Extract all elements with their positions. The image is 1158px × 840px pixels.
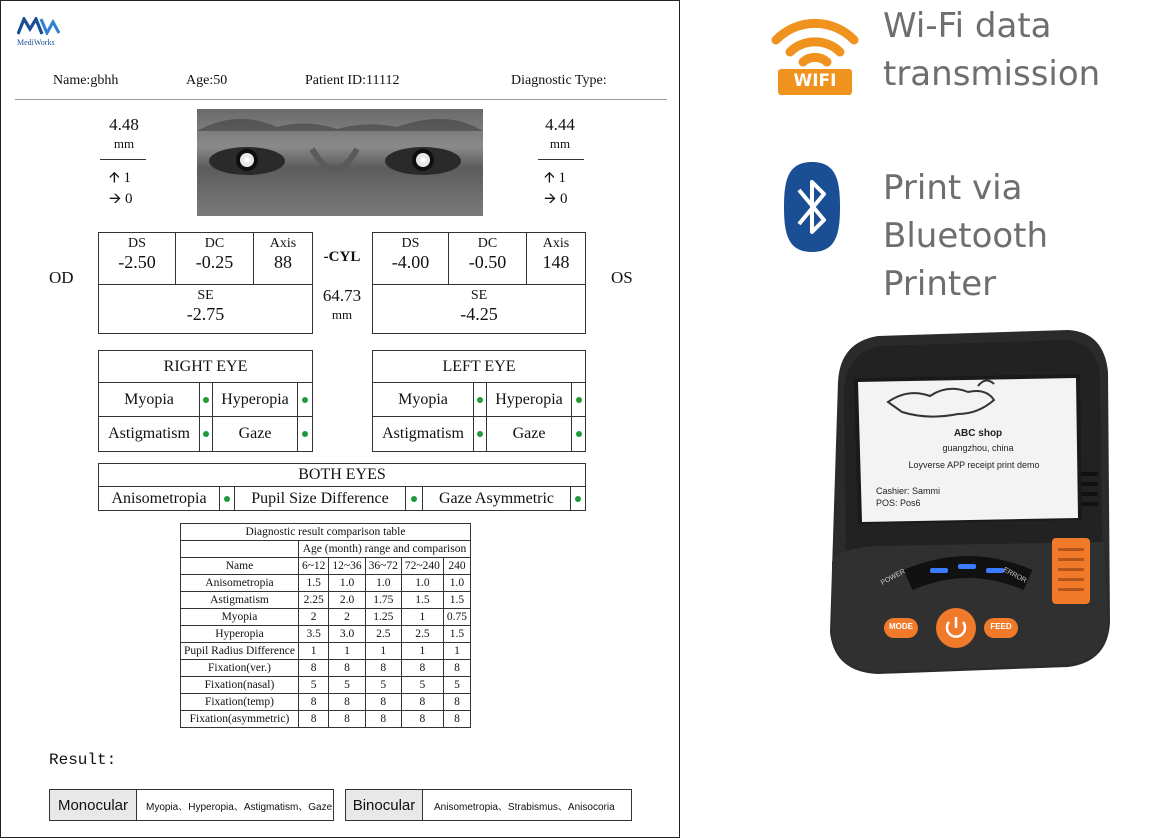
od-vertical-shift: 🡩 1 bbox=[109, 170, 132, 186]
table-cell: Pupil Radius Difference bbox=[181, 643, 299, 660]
table-cell: 1.5 bbox=[443, 626, 470, 643]
table-title: Diagnostic result comparison table bbox=[181, 524, 471, 541]
table-cell: 1 bbox=[365, 643, 401, 660]
os-pupil-unit: mm bbox=[549, 136, 571, 151]
table-cell: 8 bbox=[365, 660, 401, 677]
table-cell: 1 bbox=[329, 643, 365, 660]
table-cell: 2.25 bbox=[298, 592, 328, 609]
od-pupil-unit: mm bbox=[113, 136, 135, 151]
receipt-shop: ABC shop bbox=[953, 428, 1003, 439]
wifi-caption: Wi-Fi data transmission bbox=[883, 6, 1101, 94]
os-vertical-shift: 🡩 1 bbox=[544, 170, 567, 186]
patient-id: Patient ID:11112 bbox=[305, 73, 400, 88]
bluetooth-printer bbox=[818, 322, 1114, 684]
od-dc-cell: DC -0.25 bbox=[175, 232, 254, 285]
pd-value: 64.73 bbox=[322, 286, 362, 305]
pd-unit: mm bbox=[331, 307, 353, 322]
table-cell: Fixation(temp) bbox=[181, 694, 299, 711]
table-cell: 1.0 bbox=[443, 575, 470, 592]
status-dot-icon bbox=[405, 486, 423, 511]
table-row bbox=[181, 677, 471, 694]
receipt-city: guangzhou, china bbox=[942, 443, 1014, 453]
arrow-right-icon: 🡪 bbox=[109, 191, 122, 207]
table-cell: Anisometropia bbox=[181, 575, 299, 592]
table-cell: 8 bbox=[298, 660, 328, 677]
result-label: Result: bbox=[49, 751, 117, 769]
power-icon[interactable] bbox=[936, 608, 976, 648]
table-cell bbox=[181, 541, 299, 558]
od-ds-cell: DS -2.50 bbox=[98, 232, 176, 285]
table-cell: 5 bbox=[298, 677, 328, 694]
table-cell: 8 bbox=[443, 711, 470, 728]
left-eye-hyperopia: Hyperopia bbox=[486, 382, 572, 417]
os-axis-cell: Axis 148 bbox=[526, 232, 586, 285]
wifi-badge: WIFI bbox=[793, 71, 837, 91]
table-cell: 1.25 bbox=[365, 609, 401, 626]
table-cell: 8 bbox=[401, 694, 443, 711]
binocular-result bbox=[345, 789, 632, 821]
status-dot-icon bbox=[219, 486, 235, 511]
table-cell: 1.0 bbox=[329, 575, 365, 592]
binocular-key: Binocular bbox=[346, 790, 423, 820]
table-cell: 8 bbox=[329, 694, 365, 711]
table-header-cell: 12~36 bbox=[329, 558, 365, 575]
table-cell: 2 bbox=[298, 609, 328, 626]
table-cell: 1.5 bbox=[401, 592, 443, 609]
table-cell: 5 bbox=[329, 677, 365, 694]
table-cell: 8 bbox=[401, 660, 443, 677]
bluetooth-caption: Print via Bluetooth Printer bbox=[883, 168, 1049, 304]
right-eye-myopia: Myopia bbox=[98, 382, 200, 417]
od-label: OD bbox=[49, 268, 74, 287]
table-cell: Myopia bbox=[181, 609, 299, 626]
table-row bbox=[181, 643, 471, 660]
table-header-cell: 72~240 bbox=[401, 558, 443, 575]
od-divider bbox=[100, 159, 146, 160]
monocular-value: Myopia、Hyperopia、Astigmatism、Gaze bbox=[146, 801, 333, 813]
table-cell: Fixation(nasal) bbox=[181, 677, 299, 694]
diagnostic-comparison-table bbox=[180, 523, 471, 728]
os-pupil-size: 4.44 bbox=[545, 115, 575, 134]
header-divider bbox=[15, 99, 667, 100]
diagnostic-type: Diagnostic Type: bbox=[511, 73, 607, 88]
status-dot-icon bbox=[199, 382, 213, 417]
table-cell: Fixation(ver.) bbox=[181, 660, 299, 677]
patient-age: Age:50 bbox=[186, 73, 228, 88]
table-cell: 2 bbox=[329, 609, 365, 626]
status-dot-icon bbox=[571, 416, 586, 452]
receipt-pos: POS: Pos6 bbox=[876, 498, 921, 508]
table-cell: 8 bbox=[365, 711, 401, 728]
table-cell: 1.75 bbox=[365, 592, 401, 609]
table-title-row bbox=[181, 524, 471, 541]
od-se-cell: SE -2.75 bbox=[98, 284, 313, 334]
table-row bbox=[181, 575, 471, 592]
table-cell: 5 bbox=[401, 677, 443, 694]
table-cell: 8 bbox=[401, 711, 443, 728]
both-eyes-title: BOTH EYES bbox=[98, 463, 586, 487]
table-row bbox=[181, 660, 471, 677]
table-cell: 8 bbox=[298, 694, 328, 711]
os-horizontal-shift: 🡪 0 bbox=[544, 191, 568, 207]
table-header-cell: Name bbox=[181, 558, 299, 575]
table-cell: 8 bbox=[443, 694, 470, 711]
left-eye-title: LEFT EYE bbox=[372, 350, 586, 383]
od-pupil-size: 4.48 bbox=[109, 115, 139, 134]
table-cell: 1 bbox=[443, 643, 470, 660]
status-dot-icon bbox=[473, 382, 487, 417]
table-header-cell: 6~12 bbox=[298, 558, 328, 575]
table-cell: 1.5 bbox=[298, 575, 328, 592]
table-cell: 3.5 bbox=[298, 626, 328, 643]
table-cell: 0.75 bbox=[443, 609, 470, 626]
table-cell: 1.0 bbox=[401, 575, 443, 592]
bluetooth-icon bbox=[782, 162, 842, 257]
arrow-up-icon: 🡩 bbox=[544, 170, 555, 186]
table-cell: 5 bbox=[443, 677, 470, 694]
table-cell: 8 bbox=[365, 694, 401, 711]
table-cell: 2.5 bbox=[401, 626, 443, 643]
table-cell: 8 bbox=[329, 660, 365, 677]
table-subtitle: Age (month) range and comparison bbox=[298, 541, 470, 558]
left-eye-gaze: Gaze bbox=[486, 416, 572, 452]
table-row bbox=[181, 694, 471, 711]
wifi-icon bbox=[770, 2, 860, 97]
table-subtitle-row bbox=[181, 541, 471, 558]
left-eye-myopia: Myopia bbox=[372, 382, 474, 417]
table-cell: 2.5 bbox=[365, 626, 401, 643]
patient-name: Name:gbhh bbox=[53, 73, 119, 88]
table-cell: 1.0 bbox=[365, 575, 401, 592]
status-dot-icon bbox=[473, 416, 487, 452]
status-dot-icon bbox=[571, 382, 586, 417]
left-eye-astigmatism: Astigmatism bbox=[372, 416, 474, 452]
status-dot-icon bbox=[297, 416, 313, 452]
table-header-row bbox=[181, 558, 471, 575]
receipt-cashier: Cashier: Sammi bbox=[876, 486, 941, 496]
table-cell: 3.0 bbox=[329, 626, 365, 643]
table-cell: Hyperopia bbox=[181, 626, 299, 643]
os-label: OS bbox=[611, 268, 633, 287]
both-eyes-gaze-asymmetric: Gaze Asymmetric bbox=[422, 486, 571, 511]
arrow-right-icon: 🡪 bbox=[544, 191, 557, 207]
table-cell: 8 bbox=[329, 711, 365, 728]
table-cell: Fixation(asymmetric) bbox=[181, 711, 299, 728]
right-eye-title: RIGHT EYE bbox=[98, 350, 313, 383]
eye-photo bbox=[197, 109, 483, 216]
table-cell: 2.0 bbox=[329, 592, 365, 609]
table-cell: 8 bbox=[298, 711, 328, 728]
error-label: ERROR bbox=[1001, 566, 1028, 585]
arrow-up-icon: 🡩 bbox=[109, 170, 120, 186]
od-horizontal-shift: 🡪 0 bbox=[109, 191, 133, 207]
table-header-cell: 240 bbox=[443, 558, 470, 575]
table-row bbox=[181, 609, 471, 626]
right-eye-astigmatism: Astigmatism bbox=[98, 416, 200, 452]
monocular-key: Monocular bbox=[50, 790, 137, 820]
both-eyes-anisometropia: Anisometropia bbox=[98, 486, 220, 511]
os-divider bbox=[538, 159, 584, 160]
table-cell: 5 bbox=[365, 677, 401, 694]
table-cell: 1.5 bbox=[443, 592, 470, 609]
both-eyes-pupil-size-difference: Pupil Size Difference bbox=[234, 486, 406, 511]
power-label: POWER bbox=[879, 568, 907, 587]
table-header-cell: 36~72 bbox=[365, 558, 401, 575]
os-ds-cell: DS -4.00 bbox=[372, 232, 449, 285]
binocular-value: Anisometropia、Strabismus、Anisocoria bbox=[434, 801, 615, 813]
right-eye-hyperopia: Hyperopia bbox=[212, 382, 298, 417]
od-axis-cell: Axis 88 bbox=[253, 232, 313, 285]
os-dc-cell: DC -0.50 bbox=[448, 232, 527, 285]
receipt-demo: Loyverse APP receipt print demo bbox=[908, 460, 1040, 470]
cyl-label: -CYL bbox=[323, 249, 361, 265]
os-se-cell: SE -4.25 bbox=[372, 284, 586, 334]
feed-button[interactable]: FEED bbox=[990, 622, 1012, 631]
status-dot-icon bbox=[199, 416, 213, 452]
monocular-result bbox=[49, 789, 334, 821]
status-dot-icon bbox=[297, 382, 313, 417]
table-row bbox=[181, 592, 471, 609]
right-eye-gaze: Gaze bbox=[212, 416, 298, 452]
mode-button[interactable]: MODE bbox=[889, 622, 913, 631]
table-cell: Astigmatism bbox=[181, 592, 299, 609]
table-cell: 1 bbox=[298, 643, 328, 660]
table-row bbox=[181, 626, 471, 643]
table-cell: 8 bbox=[443, 660, 470, 677]
status-dot-icon bbox=[570, 486, 586, 511]
table-cell: 1 bbox=[401, 643, 443, 660]
table-row bbox=[181, 711, 471, 728]
table-cell: 1 bbox=[401, 609, 443, 626]
mediworks-logo: MediWorks bbox=[17, 17, 61, 47]
